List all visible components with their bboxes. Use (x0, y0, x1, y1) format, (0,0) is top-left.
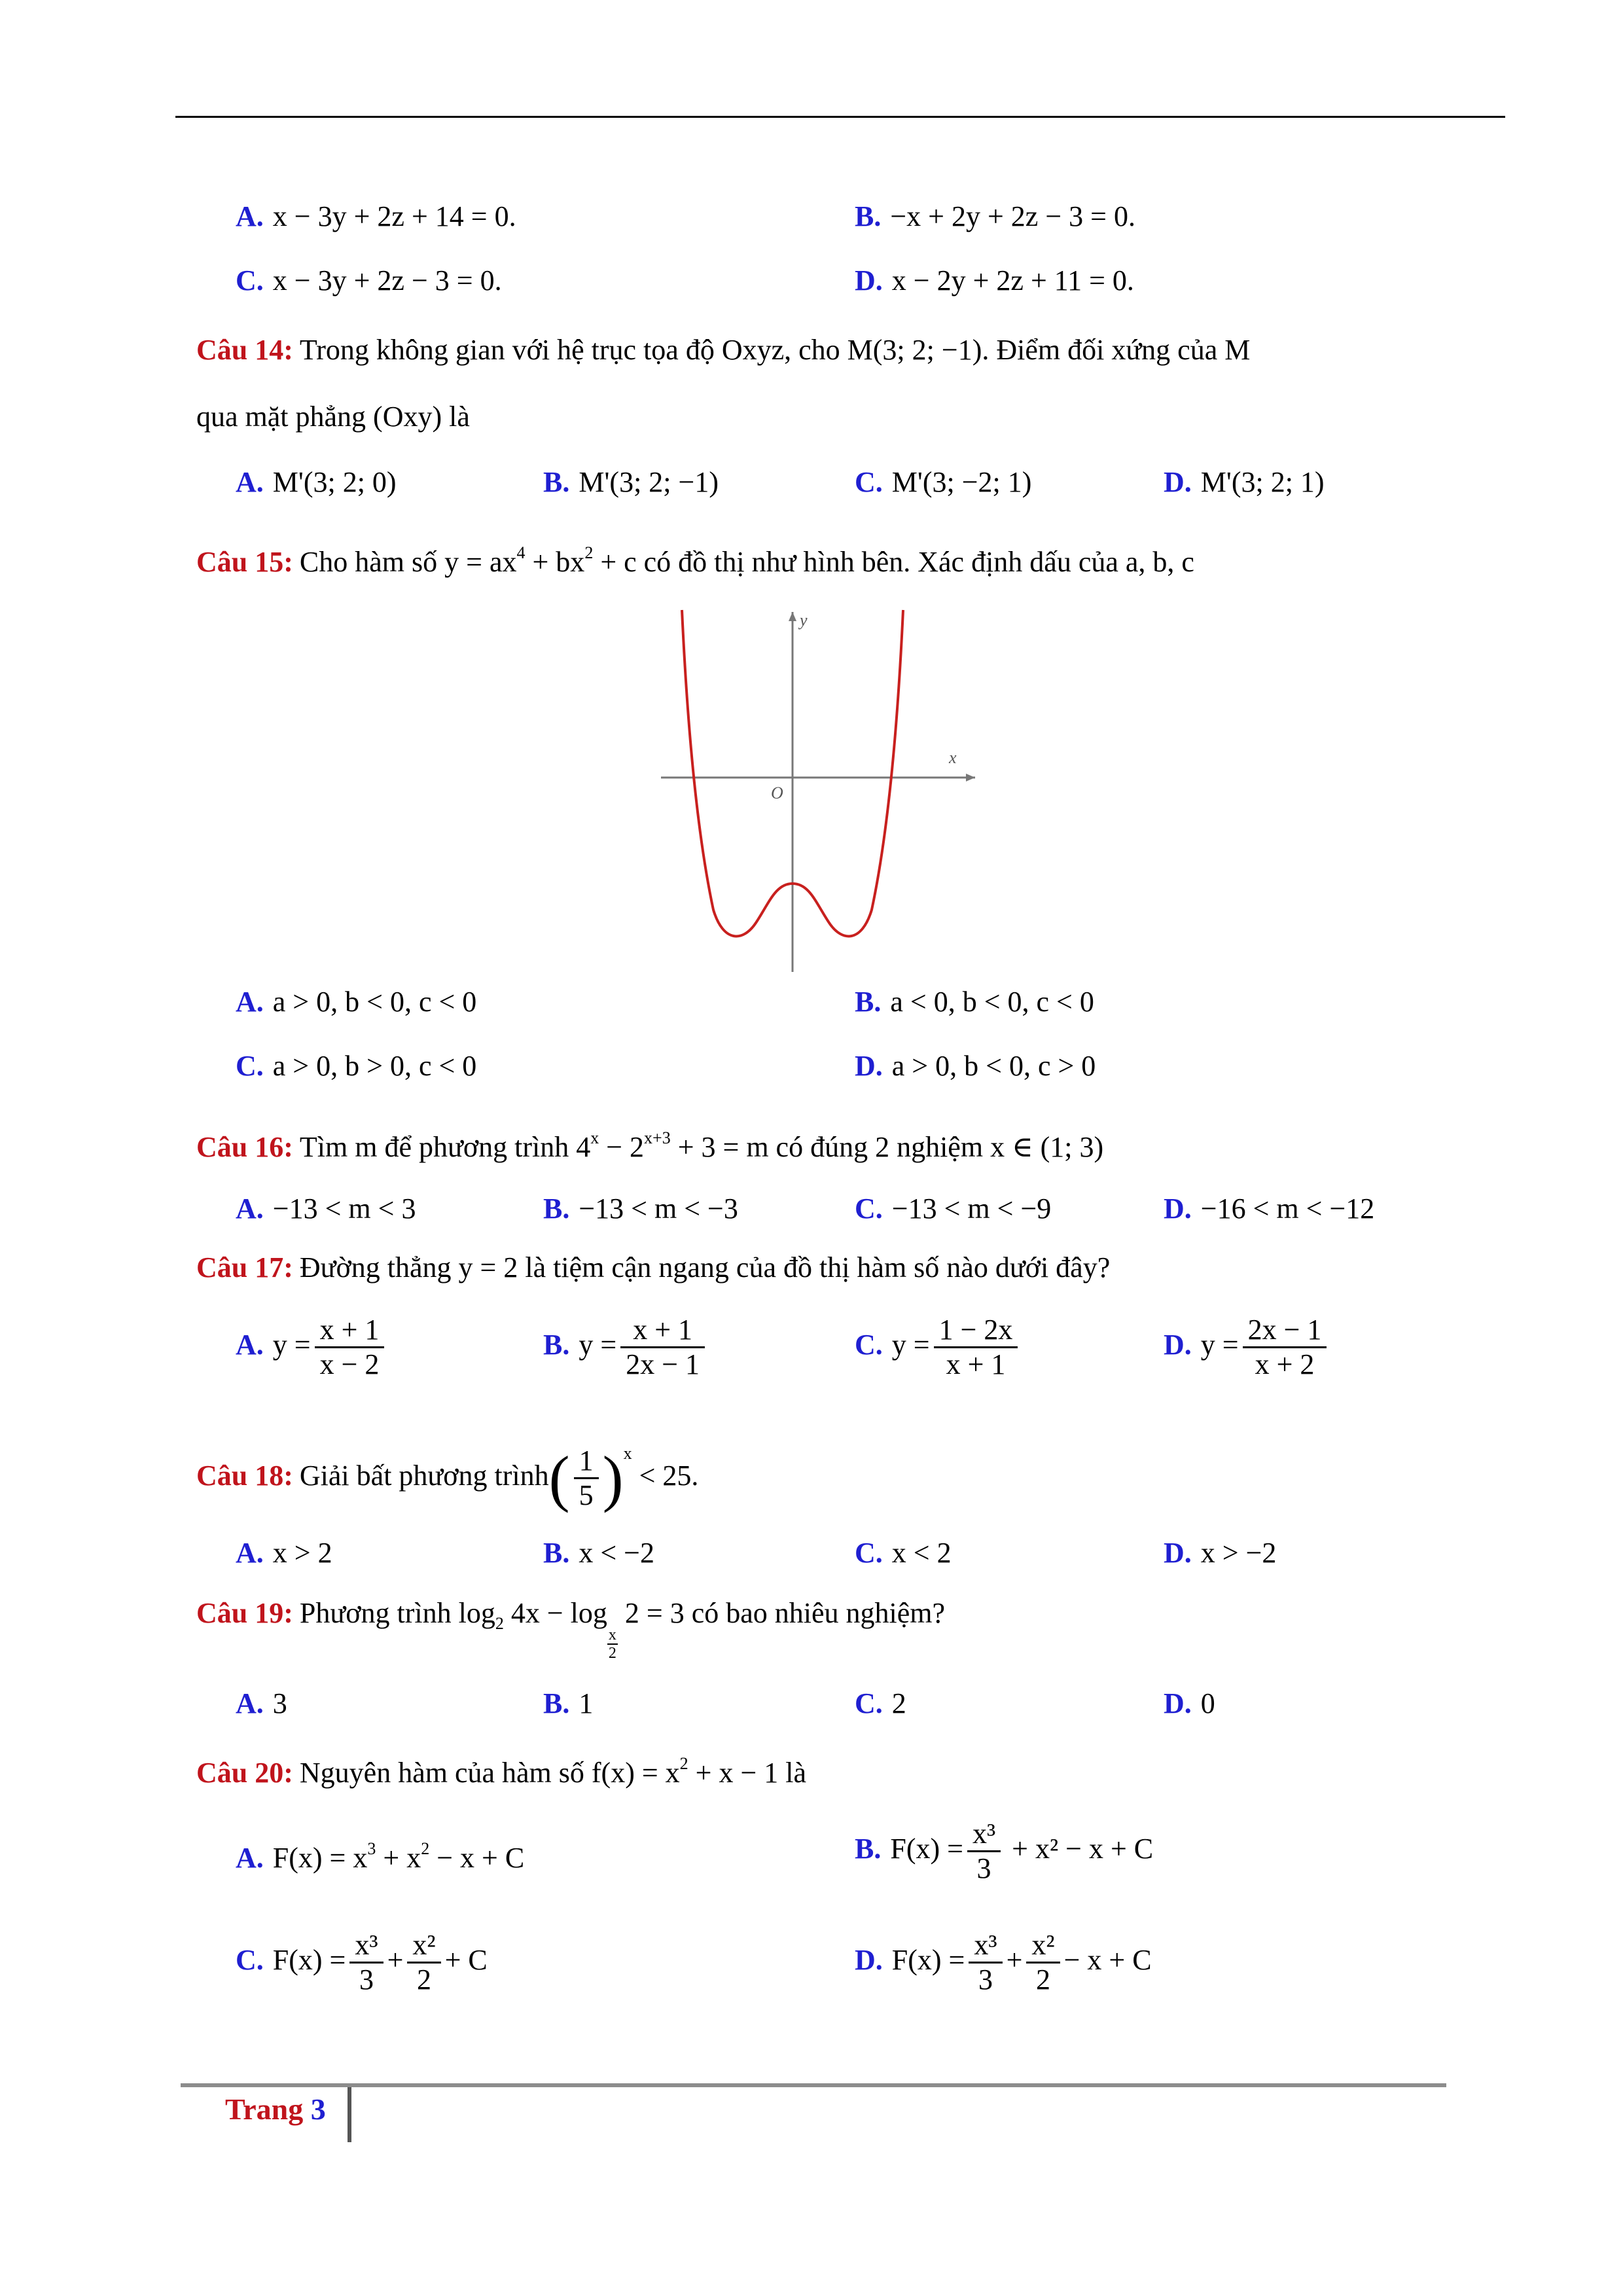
q15-option-a[interactable]: A. a > 0, b < 0, c < 0 (236, 986, 477, 1018)
q19-option-b[interactable]: B. 1 (543, 1687, 594, 1719)
q14-stem-line1: Câu 14: Trong không gian với hệ trục tọa độ Oxyz, cho M(3; 2; −1). Điểm đối xứng của M (196, 334, 1251, 366)
q17-stem: Câu 17: Đường thẳng y = 2 là tiệm cận ngang của đồ thị hàm số nào dưới đây? (196, 1251, 1111, 1283)
q15-option-b[interactable]: B. a < 0, b < 0, c < 0 (855, 986, 1094, 1018)
q14-option-c[interactable]: C. M'(3; −2; 1) (855, 466, 1032, 498)
header-rule (175, 116, 1505, 118)
y-axis-label: y (800, 611, 808, 630)
q15-function-graph (641, 609, 982, 975)
q18-option-b[interactable]: B. x < −2 (543, 1537, 654, 1569)
q15-options-row-1 (0, 979, 1623, 1025)
x-axis-label: x (949, 748, 957, 767)
q17-d-fraction: $\frac{2x - 1}{x + 2}$ (1243, 1314, 1327, 1382)
q17-option-a[interactable]: A. y = $\frac{x + 1}{x - 2}$ (236, 1302, 388, 1388)
page-number: Trang 3 (225, 2092, 326, 2126)
q13-option-b[interactable]: B. −x + 2y + 2z − 3 = 0. (855, 200, 1135, 232)
q19-options-row (0, 1681, 1623, 1727)
q20-c-fraction-1: $\frac{\text{x³}}{3}$ (349, 1929, 383, 1997)
q16-options-row (0, 1186, 1623, 1232)
q20-option-b[interactable]: B. F(x) = $\frac{\text{x³}}{3}$ + x² − x + C (855, 1817, 1154, 1885)
q20-option-c[interactable]: C. F(x) = $\frac{\text{x³}}{3}$ + $\frac{\text{x²}}{2}$ + C (236, 1928, 488, 1996)
q20-option-d[interactable]: D. F(x) = $\frac{\text{x³}}{3}$ + $\frac{\text{x²}}{2}$ − x + C (855, 1928, 1152, 1996)
q20-options-row-2 (0, 1918, 1623, 2003)
q20-d-fraction-1: $\frac{\text{x³}}{3}$ (969, 1929, 1002, 1997)
q15-option-c[interactable]: C. a > 0, b > 0, c < 0 (236, 1050, 477, 1082)
q20-c-fraction-2: $\frac{\text{x²}}{2}$ (407, 1929, 440, 1997)
q19-option-c[interactable]: C. 2 (855, 1687, 906, 1719)
q17-option-d[interactable]: D. y = $\frac{2x - 1}{x + 2}$ (1164, 1302, 1330, 1388)
q14-option-a[interactable]: A. M'(3; 2; 0) (236, 466, 397, 498)
q20-b-fraction: $\frac{\text{x³}}{3}$ (967, 1818, 1001, 1886)
q18-fraction: $\frac{1}{5}$ (574, 1444, 599, 1513)
q19-option-d[interactable]: D. 0 (1164, 1687, 1215, 1719)
q20-options-row-1 (0, 1806, 1623, 1892)
q13-option-d[interactable]: D. x − 2y + 2z + 11 = 0. (855, 264, 1134, 296)
q13-option-a[interactable]: A. x − 3y + 2z + 14 = 0. (236, 200, 516, 232)
q18-option-a[interactable]: A. x > 2 (236, 1537, 332, 1569)
q15-options-row-2 (0, 1043, 1623, 1089)
q19-log-base-fraction: $\frac{x}{2}$ (608, 1626, 616, 1662)
q17-option-c[interactable]: C. y = $\frac{1 - 2x}{x + 1}$ (855, 1302, 1022, 1388)
q14-option-b[interactable]: B. M'(3; 2; −1) (543, 466, 719, 498)
q14-options-row (0, 459, 1623, 505)
q13-option-c[interactable]: C. x − 3y + 2z − 3 = 0. (236, 264, 502, 296)
origin-label: O (771, 783, 783, 802)
q20-option-a[interactable]: A. $F(x) = x^3 + x^2 - x + C$ (236, 1839, 525, 1874)
q17-options-row (0, 1302, 1623, 1388)
q16-option-c[interactable]: C. −13 < m < −9 (855, 1193, 1052, 1225)
y-axis-arrow (789, 612, 796, 621)
q16-option-a[interactable]: A. −13 < m < 3 (236, 1193, 416, 1225)
q13-options-row-2 (0, 258, 1623, 304)
q15-stem: Câu 15: Cho hàm số $y = ax^4 + bx^2 + c$ có đồ thị như hình bên. Xác định dấu của a, b, c (196, 543, 1194, 578)
q20-d-fraction-2: $\frac{\text{x²}}{2}$ (1026, 1929, 1060, 1997)
q17-a-fraction: $\frac{x + 1}{x - 2}$ (315, 1314, 385, 1382)
q17-option-b[interactable]: B. y = $\frac{x + 1}{2x - 1}$ (543, 1302, 709, 1388)
q19-option-a[interactable]: A. 3 (236, 1687, 287, 1719)
q20-stem: Câu 20: Nguyên hàm của hàm số $f(x) = x^2 + x - 1$ là (196, 1754, 807, 1789)
q17-b-fraction: $\frac{x + 1}{2x - 1}$ (620, 1314, 705, 1382)
q13-options-row-1 (0, 194, 1623, 240)
q15-option-d[interactable]: D. a > 0, b < 0, c > 0 (855, 1050, 1096, 1082)
q16-stem: Câu 16: Tìm m để phương trình $4^x - 2^{x+3} + 3 = m$ có đúng 2 nghiệm x ∈ (1; 3) (196, 1128, 1104, 1163)
q14-option-d[interactable]: D. M'(3; 2; 1) (1164, 466, 1325, 498)
q19-stem: Câu 19: Phương trình $\log_2 4x - \log$ $\frac{x}{2}$ 2 = 3 có bao nhiêu nghiệm? (196, 1597, 946, 1662)
footer-rule (181, 2083, 1446, 2087)
q18-option-c[interactable]: C. x < 2 (855, 1537, 952, 1569)
q18-options-row (0, 1530, 1623, 1576)
q17-c-fraction: $\frac{1 - 2x}{x + 1}$ (934, 1314, 1018, 1382)
x-axis-arrow (966, 774, 975, 781)
q18-stem: Câu 18: Giải bất phương trình( $\frac{1}{5}$ )$^x$ < 25. (196, 1443, 699, 1513)
q14-stem-line2: qua mặt phẳng (Oxy) là (196, 401, 470, 433)
q16-option-b[interactable]: B. −13 < m < −3 (543, 1193, 738, 1225)
q18-option-d[interactable]: D. x > −2 (1164, 1537, 1277, 1569)
footer-divider (348, 2087, 351, 2142)
q16-option-d[interactable]: D. −16 < m < −12 (1164, 1193, 1375, 1225)
